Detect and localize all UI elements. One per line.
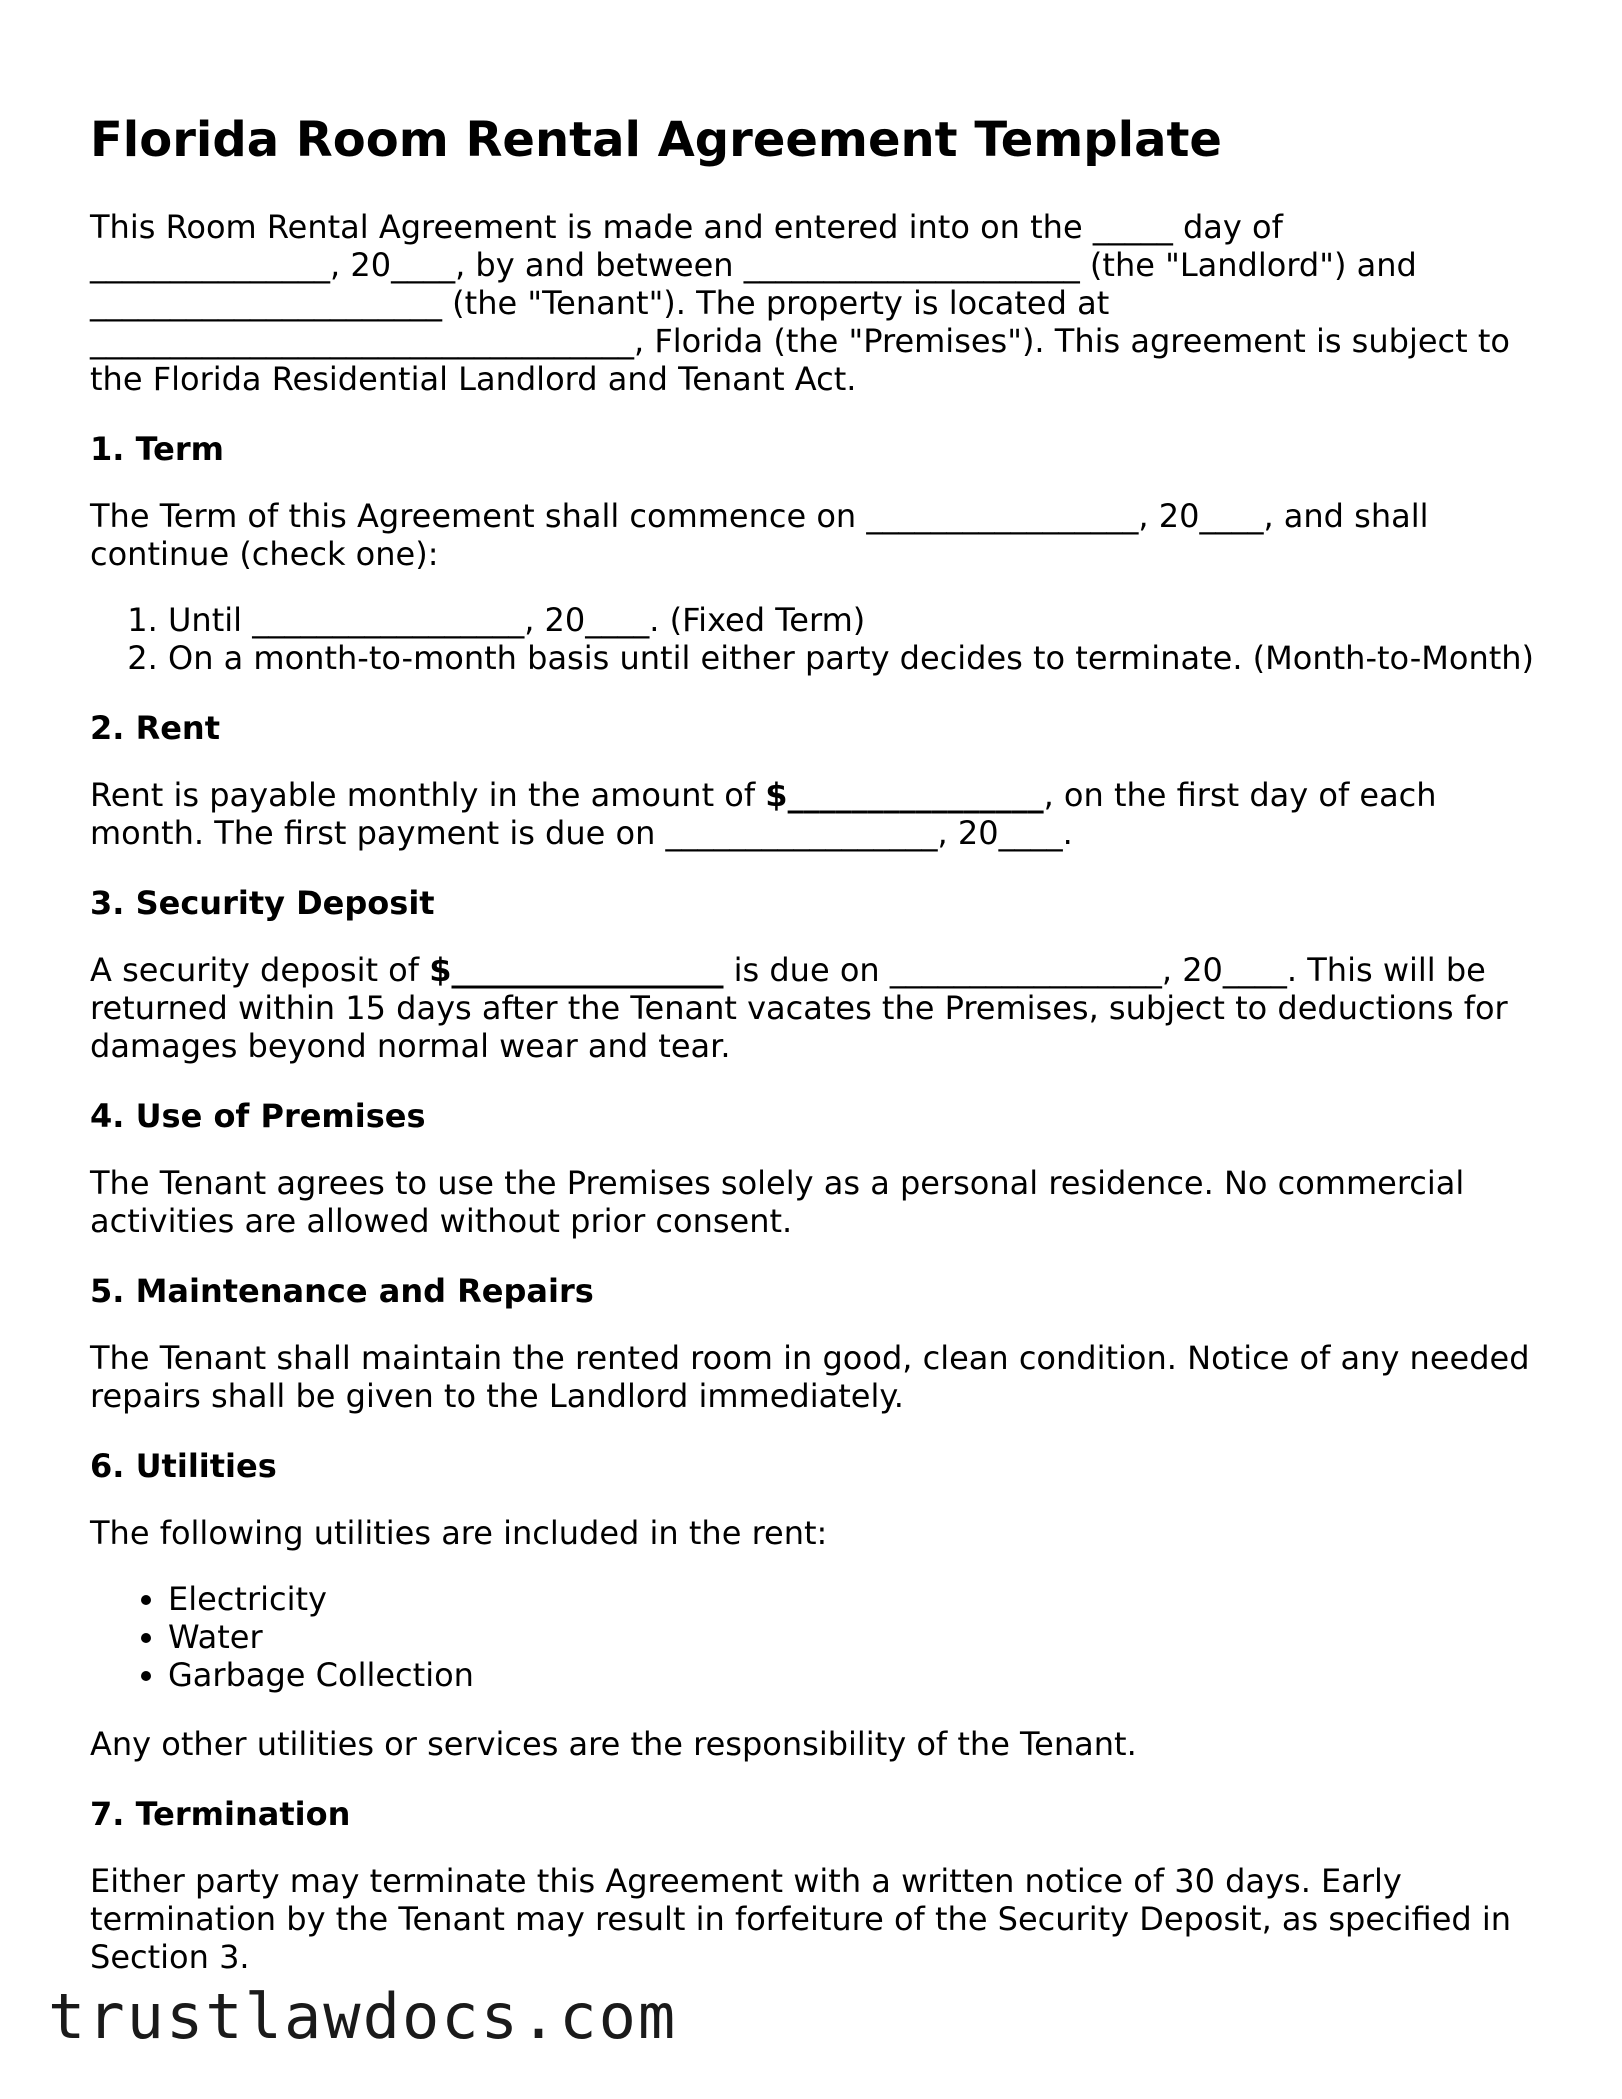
section-heading-term: 1. Term xyxy=(90,430,224,468)
utilities-paragraph: The following utilities are included in the rent: xyxy=(90,1514,828,1552)
rent-text-before: Rent is payable monthly in the amount of xyxy=(90,776,766,814)
rent-text-after: , on the first day of each month. The first payment is due on _________________, 20____. xyxy=(90,776,1437,852)
section-term xyxy=(90,429,1540,677)
document-body xyxy=(90,108,1540,2007)
utility-item: • Water xyxy=(168,1618,1540,1656)
section-use-of-premises xyxy=(90,1096,1540,1240)
maintenance-paragraph: The Tenant shall maintain the rented room in good, clean condition. Notice of any needed repairs shall be given to the Landlord immediately. xyxy=(90,1339,1530,1415)
term-paragraph: The Term of this Agreement shall commence on _________________, 20____, and shall continue (check one): xyxy=(90,497,1429,573)
section-heading-security-deposit: 3. Security Deposit xyxy=(90,884,435,922)
section-termination xyxy=(90,1794,1540,1976)
utilities-list xyxy=(90,1580,1540,1694)
deposit-paragraph xyxy=(90,951,1540,1065)
deposit-text-after: is due on _________________, 20____. This will be returned within 15 days after the Tenant vacates the Premises, subject to deductions for damages beyond normal wear and tear. xyxy=(90,951,1508,1065)
utility-item: • Electricity xyxy=(168,1580,1540,1618)
section-heading-termination: 7. Termination xyxy=(90,1795,351,1833)
use-paragraph: The Tenant agrees to use the Premises solely as a personal residence. No commercial activities are allowed without prior consent. xyxy=(90,1164,1465,1240)
section-heading-rent: 2. Rent xyxy=(90,709,220,747)
document-title: Florida Room Rental Agreement Template xyxy=(90,112,1222,168)
section-rent xyxy=(90,708,1540,852)
section-security-deposit xyxy=(90,883,1540,1065)
intro-section xyxy=(90,208,1540,398)
term-option-month-to-month: 2. On a month-to-month basis until either party decides to terminate. (Month-to-Month) xyxy=(168,639,1540,677)
utility-item: • Garbage Collection xyxy=(168,1656,1540,1694)
section-heading-use-of-premises: 4. Use of Premises xyxy=(90,1097,426,1135)
deposit-text-before: A security deposit of xyxy=(90,951,430,989)
intro-paragraph: This Room Rental Agreement is made and entered into on the _____ day of _______________, 20____, by and between _____________________ (the "Landlord") and ______________________ (the "Tenant"). The property is located at __________________________________, Florida (the "Premises"). This agreement is subject to the Florida Residential Landlord and Tenant Act. xyxy=(90,208,1510,398)
rent-paragraph xyxy=(90,776,1540,852)
section-utilities xyxy=(90,1446,1540,1763)
site-watermark: trustlawdocs.com xyxy=(48,1980,678,2053)
term-option-fixed: 1. Until _________________, 20____. (Fixed Term) xyxy=(168,601,1540,639)
section-maintenance xyxy=(90,1271,1540,1415)
section-heading-utilities: 6. Utilities xyxy=(90,1447,277,1485)
utilities-note: Any other utilities or services are the responsibility of the Tenant. xyxy=(90,1725,1137,1763)
termination-paragraph: Either party may terminate this Agreement with a written notice of 30 days. Early termination by the Tenant may result in forfeiture of the Security Deposit, as specified in Section 3. xyxy=(90,1862,1512,1976)
section-heading-maintenance: 5. Maintenance and Repairs xyxy=(90,1272,594,1310)
deposit-amount-blank: $_________________ xyxy=(429,951,724,989)
rent-amount-blank: $________________ xyxy=(765,776,1044,814)
term-options-list xyxy=(90,601,1540,677)
